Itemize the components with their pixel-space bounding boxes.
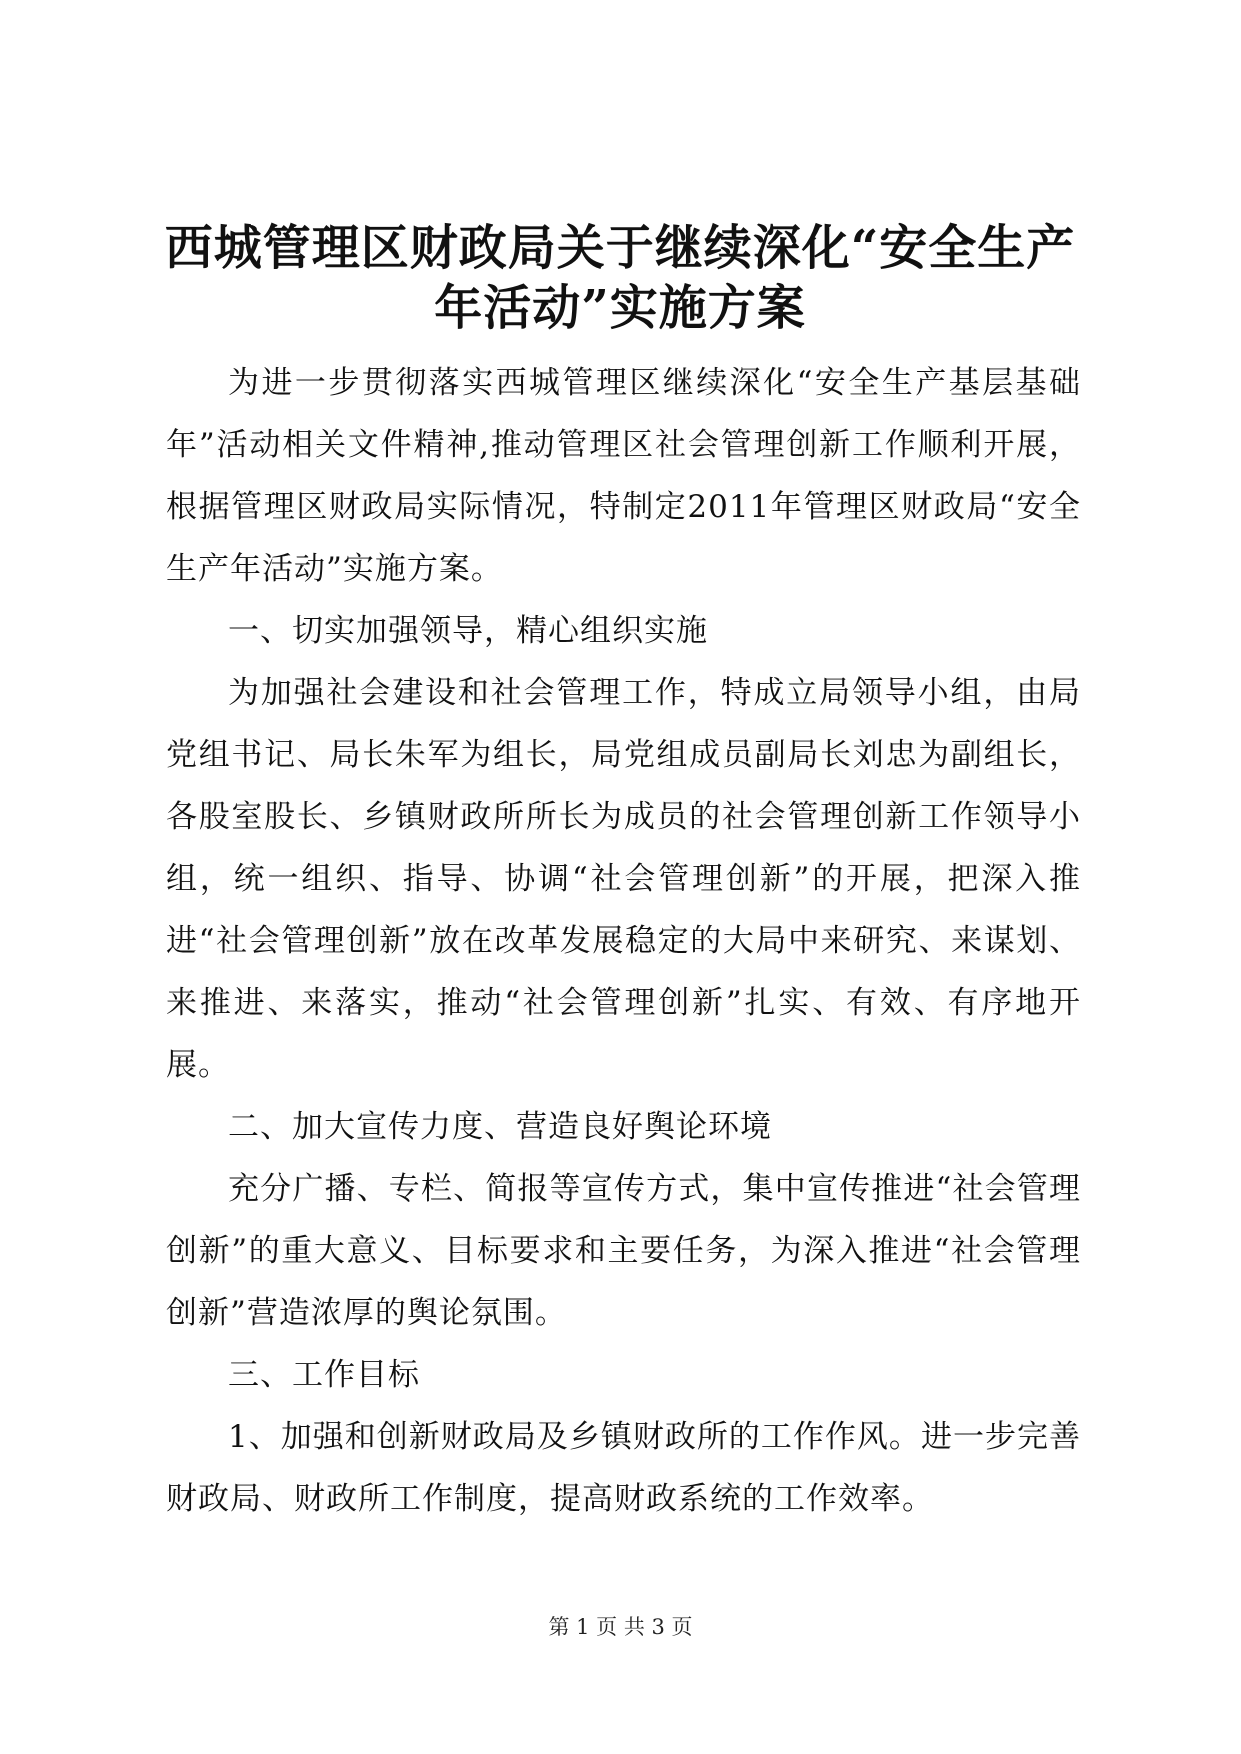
section-heading-goals: 三、工作目标 [228,1357,420,1393]
paragraph-intro: 为进一步贯彻落实西城管理区继续深化“安全生产基层基础年”活动相关文件精神,推动管理区社会管理创新工作顺利开展，根据管理区财政局实际情况，特制定2011年管理区财政局“安全生产年活动”实施方案。 [166,365,1081,587]
page-number-footer: 第 1 页 共 3 页 [548,1615,693,1639]
paragraph-goal-1: 1、加强和创新财政局及乡镇财政所的工作作风。进一步完善财政局、财政所工作制度，提高财政系统的工作效率。 [166,1419,1081,1517]
paragraph-publicity: 充分广播、专栏、简报等宣传方式，集中宣传推进“社会管理创新”的重大意义、目标要求和主要任务，为深入推进“社会管理创新”营造浓厚的舆论氛围。 [166,1171,1081,1331]
section-heading-publicity: 二、加大宣传力度、营造良好舆论环境 [228,1109,772,1145]
document-title: 西城管理区财政局关于继续深化“安全生产年活动”实施方案 [164,220,1076,336]
paragraph-leadership: 为加强社会建设和社会管理工作，特成立局领导小组，由局党组书记、局长朱军为组长，局党组成员副局长刘忠为副组长，各股室股长、乡镇财政所所长为成员的社会管理创新工作领导小组，统一组织、指导、协调“社会管理创新”的开展，把深入推进“社会管理创新”放在改革发展稳定的大局中来研究、来谋划、来推进、来落实，推动“社会管理创新”扎实、有效、有序地开展。 [166,675,1081,1083]
section-heading-leadership: 一、切实加强领导，精心组织实施 [228,613,708,649]
document-body [166,352,1081,1530]
